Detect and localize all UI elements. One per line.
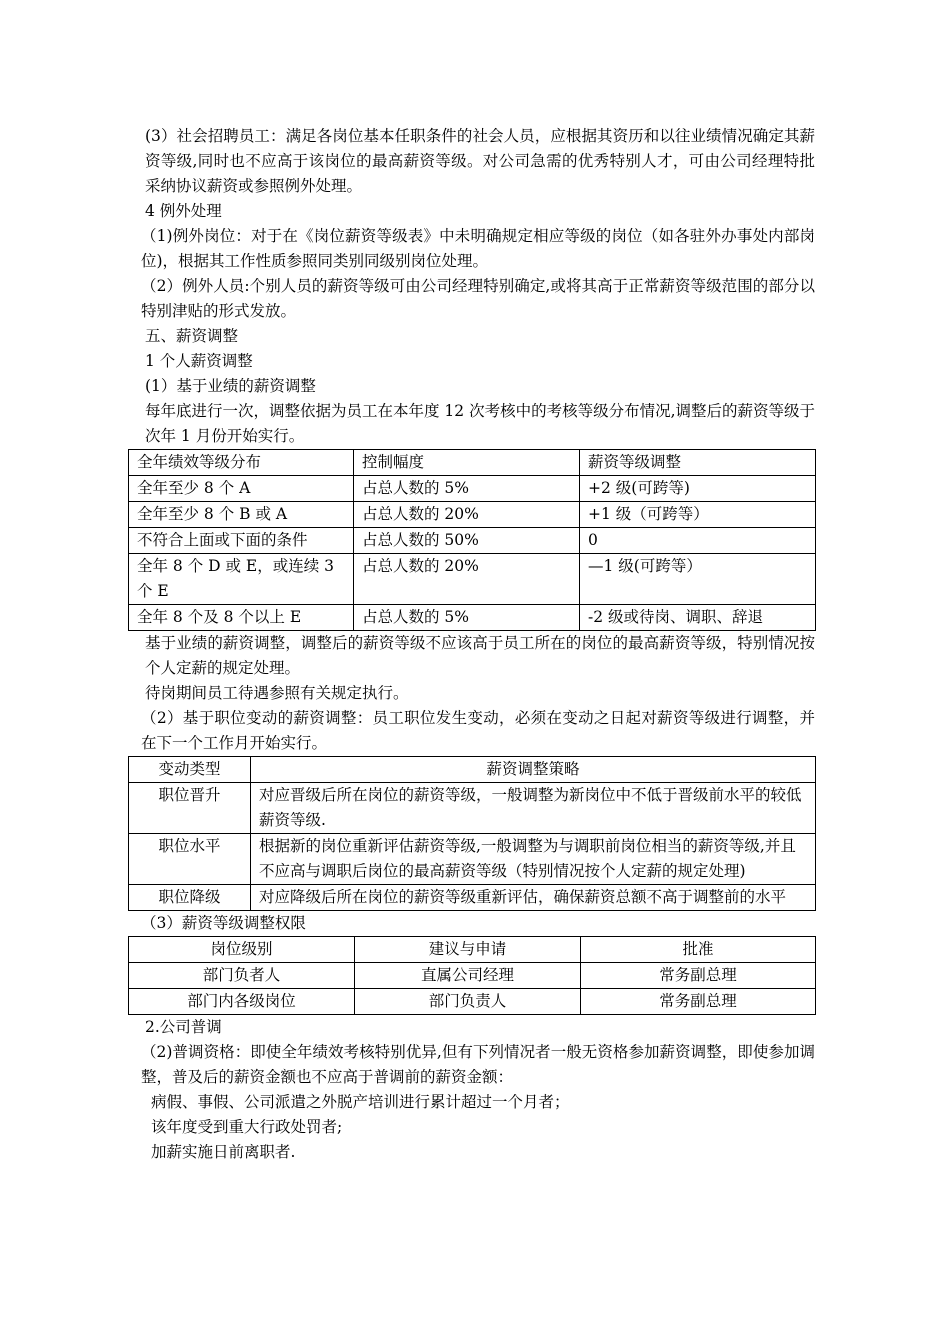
table-cell: 部门内各级岗位 — [129, 989, 355, 1015]
list-item: 该年度受到重大行政处罚者; — [151, 1118, 343, 1136]
table-cell: 全年 8 个及 8 个以上 E — [129, 605, 354, 631]
table-header-cell: 批准 — [581, 937, 816, 963]
table-cell: 常务副总理 — [581, 989, 816, 1015]
table-row — [129, 963, 816, 989]
section-heading: (1）基于业绩的薪资调整 — [145, 377, 316, 395]
table-header-cell: 建议与申请 — [355, 937, 581, 963]
table-header-row — [129, 757, 816, 783]
paragraph: （3）薪资等级调整权限 — [141, 914, 306, 932]
table-header-cell: 变动类型 — [129, 757, 251, 783]
table-cell: 部门负责人 — [355, 989, 581, 1015]
section-heading: 4 例外处理 — [145, 202, 222, 220]
table-header-cell: 薪资调整策略 — [251, 757, 816, 783]
table-cell: 占总人数的 50% — [354, 528, 580, 554]
table-cell: 部门负者人 — [129, 963, 355, 989]
table-cell: 常务副总理 — [581, 963, 816, 989]
section-heading: 1 个人薪资调整 — [145, 352, 253, 370]
table-row — [129, 783, 816, 834]
table-cell: +1 级（可跨等） — [580, 502, 816, 528]
position-change-table — [128, 756, 816, 911]
document-page — [137, 124, 816, 1165]
table-header-cell: 岗位级别 — [129, 937, 355, 963]
table-cell: —1 级(可跨等） — [580, 554, 816, 605]
paragraph: 待岗期间员工待遇参照有关规定执行。 — [145, 684, 409, 702]
paragraph: （2）基于职位变动的薪资调整：员工职位发生变动，必须在变动之日起对薪资等级进行调整，并在下一个工作月开始实行。 — [141, 709, 815, 752]
table-cell: 全年至少 8 个 B 或 A — [129, 502, 354, 528]
paragraph: （2)普调资格：即使全年绩效考核特别优异,但有下列情况者一般无资格参加薪资调整，即使参加调整，普及后的薪资金额也不应高于普调前的薪资金额： — [141, 1043, 815, 1086]
table-row — [129, 502, 816, 528]
table-header-cell: 全年绩效等级分布 — [129, 450, 354, 476]
table-header-cell: 控制幅度 — [354, 450, 580, 476]
table-cell: 对应降级后所在岗位的薪资等级重新评估，确保薪资总额不高于调整前的水平 — [251, 885, 816, 911]
adjustment-authority-table — [128, 936, 816, 1015]
performance-adjustment-table — [128, 449, 816, 631]
paragraph: 每年底进行一次，调整依据为员工在本年度 12 次考核中的考核等级分布情况,调整后的薪资等级于次年 1 月份开始实行。 — [145, 402, 816, 445]
table-row — [129, 528, 816, 554]
table-cell: 职位水平 — [129, 834, 251, 885]
table-header-row — [129, 450, 816, 476]
table-cell: +2 级(可跨等) — [580, 476, 816, 502]
table-cell: 对应晋级后所在岗位的薪资等级，一般调整为新岗位中不低于晋级前水平的较低薪资等级. — [251, 783, 816, 834]
list-item: 加薪实施日前离职者. — [151, 1143, 296, 1161]
section-heading: 五、薪资调整 — [145, 327, 239, 345]
table-cell: 全年至少 8 个 A — [129, 476, 354, 502]
table-cell: 占总人数的 5% — [354, 605, 580, 631]
table-cell: 直属公司经理 — [355, 963, 581, 989]
table-cell: 全年 8 个 D 或 E，或连续 3 个 E — [129, 554, 354, 605]
table-cell: 不符合上面或下面的条件 — [129, 528, 354, 554]
table-cell: 根据新的岗位重新评估薪资等级,一般调整为与调职前岗位相当的薪资等级,并且不应高与调职后岗位的最高薪资等级（特别情况按个人定薪的规定处理) — [251, 834, 816, 885]
table-cell: -2 级或待岗、调职、辞退 — [580, 605, 816, 631]
table-cell: 职位晋升 — [129, 783, 251, 834]
table-header-row — [129, 937, 816, 963]
table-row — [129, 554, 816, 605]
list-item: 病假、事假、公司派遣之外脱产培训进行累计超过一个月者； — [151, 1093, 570, 1111]
paragraph: 基于业绩的薪资调整，调整后的薪资等级不应该高于员工所在的岗位的最高薪资等级，特别情况按个人定薪的规定处理。 — [145, 634, 815, 677]
paragraph: （1)例外岗位：对于在《岗位薪资等级表》中未明确规定相应等级的岗位（如各驻外办事处内部岗位)，根据其工作性质参照同类别同级别岗位处理。 — [141, 227, 815, 270]
table-header-cell: 薪资等级调整 — [580, 450, 816, 476]
section-heading: 2.公司普调 — [145, 1018, 222, 1036]
table-row — [129, 476, 816, 502]
table-cell: 占总人数的 20% — [354, 502, 580, 528]
table-row — [129, 834, 816, 885]
paragraph: (3）社会招聘员工：满足各岗位基本任职条件的社会人员，应根据其资历和以往业绩情况确定其薪资等级,同时也不应高于该岗位的最高薪资等级。对公司急需的优秀特别人才，可由公司经理特批采纳协议薪资或参照例外处理。 — [145, 127, 815, 195]
table-row — [129, 989, 816, 1015]
table-cell: 职位降级 — [129, 885, 251, 911]
paragraph: （2）例外人员:个别人员的薪资等级可由公司经理特别确定,或将其高于正常薪资等级范围的部分以特别津贴的形式发放。 — [141, 277, 815, 320]
table-cell: 占总人数的 20% — [354, 554, 580, 605]
table-row — [129, 605, 816, 631]
table-cell: 0 — [580, 528, 816, 554]
table-cell: 占总人数的 5% — [354, 476, 580, 502]
table-row — [129, 885, 816, 911]
